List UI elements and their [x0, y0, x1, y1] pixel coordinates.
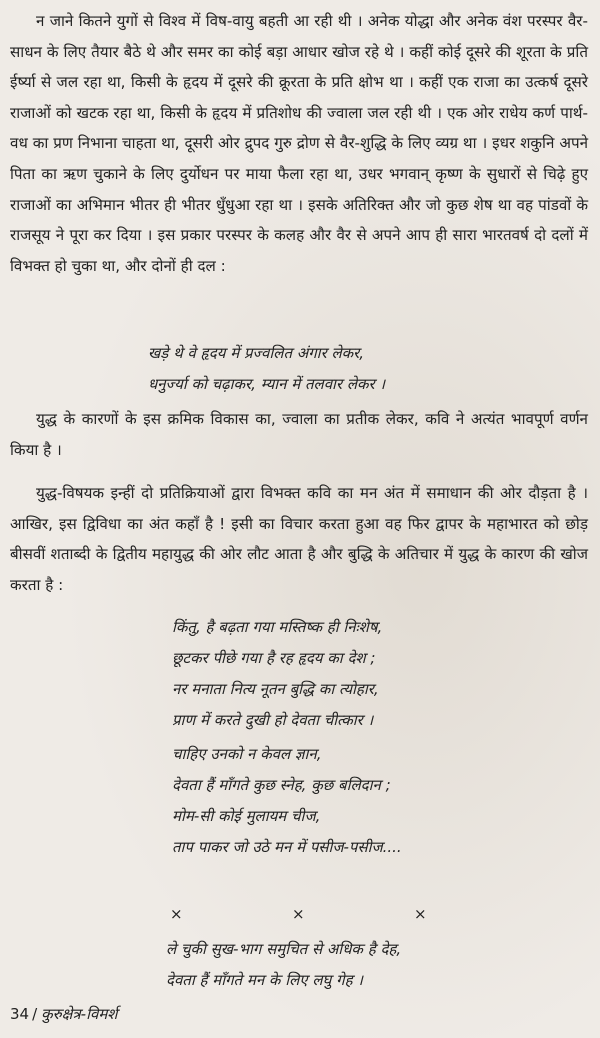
book-title: कुरुक्षेत्र-विमर्श [41, 1005, 118, 1023]
page-number: 34 [10, 1005, 30, 1023]
paragraph-2 [10, 404, 588, 465]
separator-mark: × [170, 905, 183, 923]
verse-2-line-6: देवता हैं माँगते कुछ स्नेह, कुछ बलिदान ; [172, 776, 391, 794]
paragraph-1-text: न जाने कितने युगों से विश्व में विष-वायु बहती आ रही थी । अनेक योद्धा और अनेक वंश परस्पर वैर-साधन के लिए तैयार बैठे थे और समर का कोई बड़ा आधार खोज रहे थे । कहीं कोई दूसरे की शूरता के प्रति ईर्ष्या से जल रहा था, किसी के हृदय में दूसरे की क्रूरता के प्रति क्षोभ था । कहीं एक राजा का उत्कर्ष दूसरे राजाओं को खटक रहा था, किसी के हृदय में प्रतिशोध की ज्वाला जल रही थी । एक ओर राधेय कर्ण पार्थ-वध का प्रण निभाना चाहता था, दूसरी ओर द्रुपद गुरु द्रोण से वैर-शुद्धि के लिए व्यग्र था । इधर शकुनि अपने पिता का ऋण चुकाने के लिए दुर्योधन पर माया फैला रहा था, उधर भगवान् कृष्ण के सुधारों से चिढ़े हुए राजाओं का अभिमान भीतर ही भीतर धुँधुआ रहा था । इसके अतिरिक्त और जो कुछ शेष था वह पांडवों के राजसूय ने पूरा कर दिया । इस प्रकार परस्पर के कलह और वैर से अपने आप ही सारा भारतवर्ष दो दलों में विभक्त हो चुका था, और दोनों ही दल : [10, 12, 588, 275]
paragraph-2-text: युद्ध के कारणों के इस क्रमिक विकास का, ज्वाला का प्रतीक लेकर, कवि ने अत्यंत भावपूर्ण वर्णन किया है । [10, 410, 588, 459]
verse-2-line-7: मोम-सी कोई मुलायम चीज, [172, 807, 321, 825]
verse-1-line-1: खड़े थे वे हृदय में प्रज्वलित अंगार लेकर, [148, 344, 365, 362]
verse-1-line-2: धनुर्ज्या को चढ़ाकर, म्यान में तलवार लेकर । [148, 375, 386, 393]
footer-separator: / [32, 1005, 38, 1023]
verse-2-line-3: नर मनाता नित्य नूतन बुद्धि का त्योहार, [172, 680, 379, 698]
separator-mark: × [292, 905, 305, 923]
separator-mark: × [414, 905, 427, 923]
verse-2-line-1: किंतु, है बढ़ता गया मस्तिष्क ही निःशेष, [172, 618, 383, 636]
paragraph-3 [10, 478, 588, 600]
verse-2-line-2: छूटकर पीछे गया है रह हृदय का देश ; [172, 649, 376, 667]
verse-2-line-8: ताप पाकर जो उठे मन में पसीज-पसीज.... [172, 838, 402, 856]
paragraph-3-text: युद्ध-विषयक इन्हीं दो प्रतिक्रियाओं द्वारा विभक्त कवि का मन अंत में समाधान की ओर दौड़ता है । आखिर, इस द्विविधा का अंत कहाँ है ! इसी का विचार करता हुआ वह फिर द्वापर के महाभारत को छोड़ बीसवीं शताब्दी के द्वितीय महायुद्ध की ओर लौट आता है और बुद्धि के अतिचार में युद्ध के कारण की खोज करता है : [10, 484, 588, 594]
verse-3-line-1: ले चुकी सुख-भाग समुचित से अधिक है देह, [166, 940, 402, 958]
verse-2-line-5: चाहिए उनको न केवल ज्ञान, [172, 745, 322, 763]
section-separator [170, 903, 440, 925]
verse-2-line-4: प्राण में करते दुखी हो देवता चीत्कार । [172, 711, 374, 729]
verse-3-line-2: देवता हैं माँगते मन के लिए लघु गेह । [166, 971, 363, 989]
page-footer [10, 1002, 118, 1026]
paragraph-1 [10, 6, 588, 281]
